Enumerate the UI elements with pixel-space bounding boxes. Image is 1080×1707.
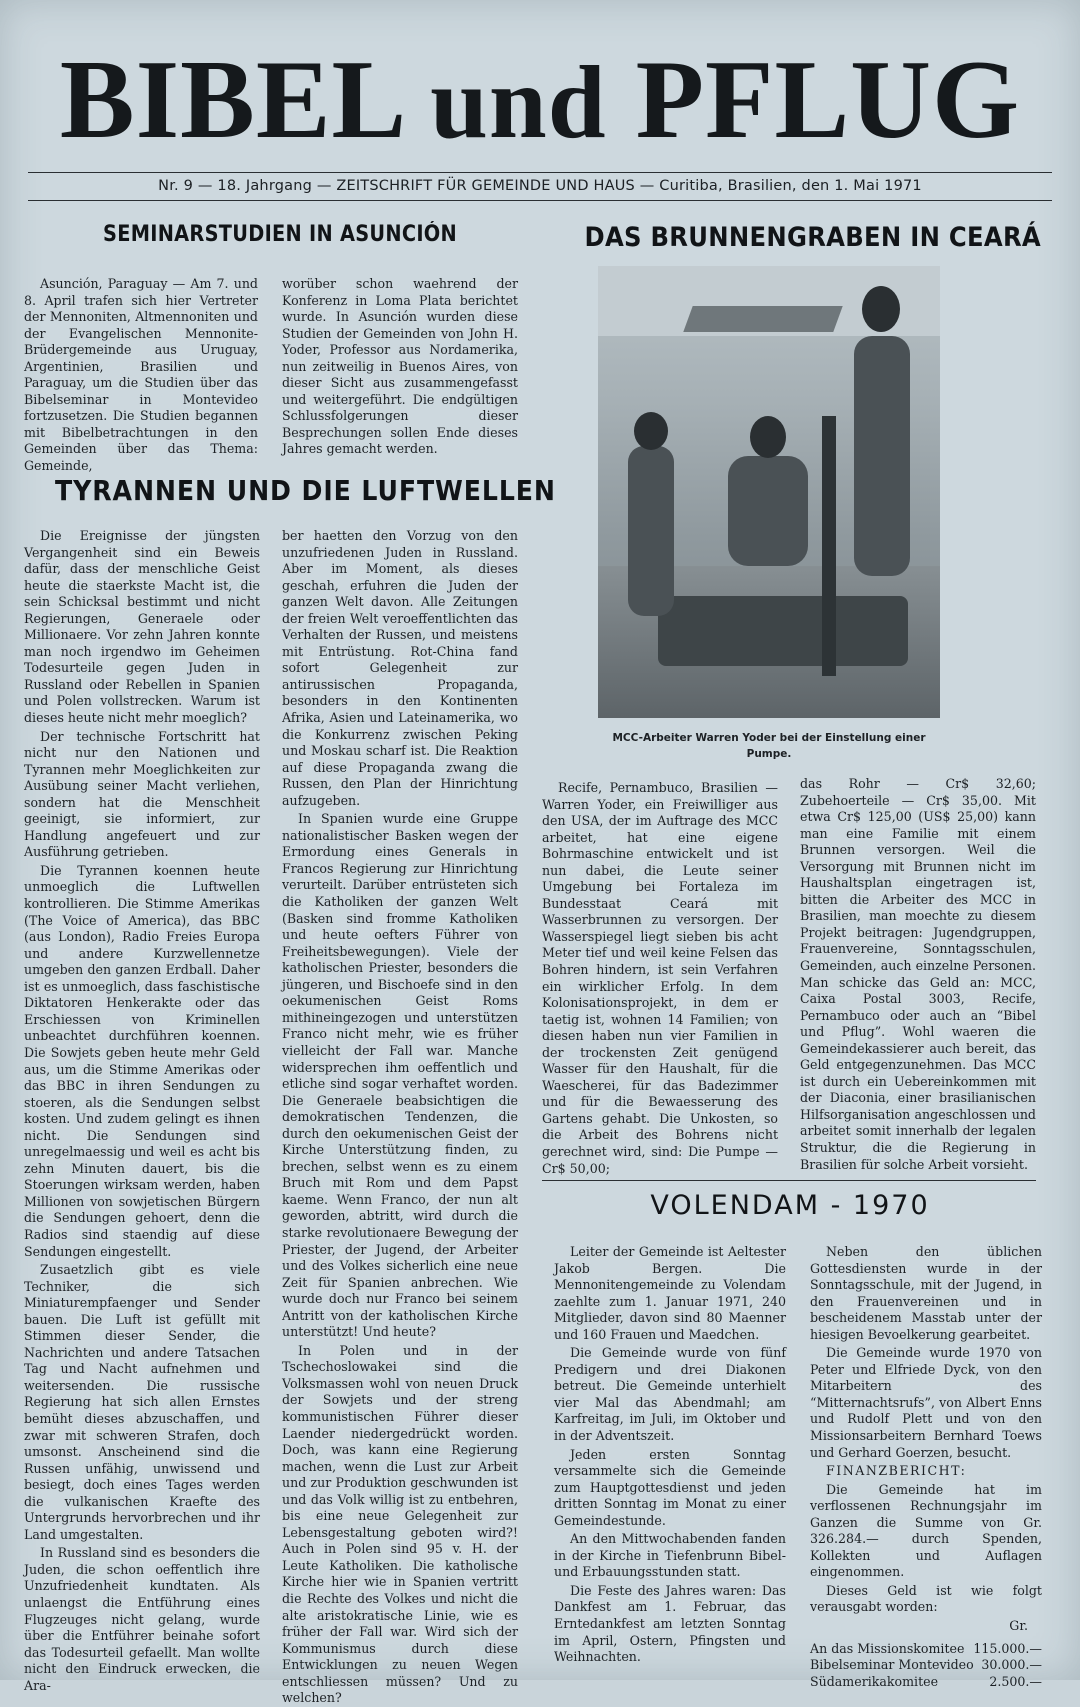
volendam-paragraph: Jeden ersten Sonntag versammelte sich die Gemeinde zum Hauptgottesdienst und jeden dritten Sonntag im Monat zu einer Gemeindestunde. — [554, 1446, 786, 1528]
finanz-row — [810, 1641, 1042, 1658]
photo-caption: MCC-Arbeiter Warren Yoder bei der Einstellung einer Pumpe. — [612, 732, 926, 760]
photo-well-pit — [658, 596, 908, 666]
tyrannen-column-1 — [24, 528, 260, 1693]
seminar-column-2 — [282, 276, 518, 462]
masthead-word-und: und — [430, 45, 607, 160]
tyrannen-paragraph: In Russland sind es besonders die Juden, die schon oeffentlich ihre Unzufriedenheit kundtaten. Als unlaengst die Entführung eines Flugzeuges nicht gelang, wurde über die Entführer beinahe sofort das Todesurteil gefaellt. Man wollte nicht den Eindruck erwecken, die Ara- — [24, 1545, 260, 1693]
tyrannen-paragraph: Die Tyrannen koennen heute unmoeglich die Luftwellen kontrollieren. Die Stimme Amerikas (The Voice of America), das BBC (aus London), Radio Freies Europa und andere Kurzwellennetze umgeben den ganzen Erdball. Daher ist es unmoeglich, dass faschistische Diktatoren Henkerakte oder das Erschiessen von Kriminellen unbeachtet durchführen koennen. Die Sowjets geben heute mehr Geld aus, um die Stimme Amerikas oder das BBC in ihren Sendungen zu stoeren, als die Sendungen selbst kosten. Und zudem gelingt es ihnen nicht. Die Sendungen sind unregelmaessig und weil es acht bis zehn Minuten dauert, bis die Stoerungen wirksam werden, haben Millionen von sowjetischen Bürgern die Sendungen gehoert, denn die Radios sind staendig auf diese Sendungen eingestellt. — [24, 862, 260, 1259]
tyrannen-column-2 — [282, 528, 518, 1706]
photo-child — [628, 446, 674, 616]
volendam-paragraph: Leiter der Gemeinde ist Aeltester Jakob Bergen. Die Mennonitengemeinde zu Volendam zaehlte zum 1. Januar 1971, 240 Mitglieder, davon sind 80 Maenner und 160 Frauen und Maedchen. — [554, 1244, 786, 1342]
finanz-row — [810, 1657, 1042, 1674]
issue-info-line: Nr. 9 — 18. Jahrgang — ZEITSCHRIFT FÜR GEMEINDE UND HAUS — Curitiba, Brasilien, den 1. Mai 1971 — [158, 178, 922, 194]
volendam-paragraph: Die Feste des Jahres waren: Das Dankfest am 1. Februar, das Erntedankfest am letzten Sonntag im April, Ostern, Pfingsten und Weihnachten. — [554, 1582, 786, 1665]
finanz-paragraph: Dieses Geld ist wie folgt verausgabt worden: — [810, 1582, 1042, 1615]
brunnen-paragraph: Recife, Pernambuco, Brasilien — Warren Yoder, ein Freiwilliger aus den USA, der im Auftrage des MCC arbeitet, hat eine eigene Bohrmaschine entwickelt und ist nun dabei, die Leute seiner Umgebung bei Fortaleza im Bundesstaat Ceará mit Wasserbrunnen zu versorgen. Der Wasserspiegel liegt sieben bis acht Meter tief und weil keine Felsen das Bohren hindern, ist sein Verfahren ein wirklicher Erfolg. In dem Kolonisationsprojekt, in dem er taetig ist, wohnen 14 Familien; von diesen haben nun vier Familien in der trockensten Zeit genügend Wasser für den Haushalt, für die Waescherei, für das Badezimmer und für die Bewaesserung des Gartens gehabt. Die Unkosten, so die Arbeit des Bohrens nicht gerechnet wird, sind: Die Pumpe — Cr$ 50,00; — [542, 780, 778, 1176]
brunnen-headline: DAS BRUNNENGRABEN IN CEARÁ — [584, 222, 1042, 253]
brunnen-column-1 — [542, 780, 778, 1180]
photo-pump-pipe — [822, 416, 836, 676]
tyrannen-paragraph: In Spanien wurde eine Gruppe nationalistischer Basken wegen der Ermordung eines Generals in Francos Regierung zur Hinrichtung verurteilt. Darüber entrüsteten sich die Katholiken der ganzen Welt (Basken sind fromme Katholiken und heute oefters Führer von Freiheitsbewegungen). Viele der katholischen Priester, besonders die jüngeren, und Bischoefe sind in den oekumenischen Geist Roms mithineingezogen und unterstützen Franco nicht mehr, wie es früher vielleicht der Fall war. Manche widersprechen ihm oeffentlich und etliche sind sogar verhaftet worden. Die Generaele beabsichtigen die demokratischen Tendenzen, die durch den oekumenischen Geist der Kirche Unterstützung finden, zu brechen, selbst wenn es zu einem Bruch mit Rom und dem Papst kaeme. Wenn Franco, der nun alt geworden, abtritt, wird durch die starke revolutionaere Bewegung der Priester, der Jugend, der Arbeiter und des Volkes sicherlich eine neue Zeit für Spanien anbrechen. Wie wurde doch nur Franco bei seinem Antritt von der katholischen Kirche unterstützt! Und heute? — [282, 811, 518, 1340]
brunnen-column-2 — [800, 776, 1036, 1180]
finanz-row-label: Bibelseminar Montevideo — [810, 1657, 974, 1673]
seminar-column-1 — [24, 276, 258, 474]
finanz-paragraph: Die Gemeinde hat im verflossenen Rechnungsjahr im Ganzen die Summe von Gr. 326.284.— durch Spenden, Kollekten und Auflagen eingenommen. — [810, 1481, 1042, 1580]
tyrannen-paragraph: In Polen und in der Tschechoslowakei sind die Volksmassen wohl von neuen Druck der Sowjets und der streng kommunistischen Führer dieser Laender niedergedrückt worden. Doch, was kann eine Regierung machen, wenn die Lust zur Arbeit und zur Produktion geschwunden ist und das Volk willig ist zu entbehren, bis eine neue Gelegenheit zur Lebensgestaltung geboten wird?! Auch in Polen sind 95 v. H. der Leute Katholiken. Die katholische Kirche hier wie in Spanien vertritt die Rechte des Volkes und nicht die alte aristokratische Linie, wie es früher der Fall war. Wird sich der Kommunismus durch diese Entwicklungen zu neuen Wegen entschliessen müssen? Und zu welchen? — [282, 1342, 518, 1706]
tyrannen-paragraph: Die Ereignisse der jüngsten Vergangenheit sind ein Beweis dafür, dass der menschliche Geist heute die staerkste Macht ist, die sein Schicksal bestimmt und nicht Regierungen, Generaele oder Millionaere. Vor zehn Jahren konnte man noch irgendwo im Geheimen Todesurteile gegen Juden in Russland oder Rebellen in Spanien und Polen vollstrecken. Warum ist dieses heute nicht mehr moeglich? — [24, 528, 260, 726]
masthead-word-pflug: PFLUG — [635, 38, 1021, 162]
currency-label: Gr. — [1009, 1618, 1028, 1634]
tyrannen-paragraph: Der technische Fortschritt hat nicht nur den Nationen und Tyrannen mehr Moeglichkeiten zur Ausübung seiner Macht verliehen, sondern hat die Menschheit geeinigt, sie informiert, zur Handlung angefeuert und zur Ausführung getrieben. — [24, 728, 260, 860]
volendam-paragraph: Neben den üblichen Gottesdiensten wurde in der Sonntagsschule, mit der Jugend, in den Frauenvereinen und in bescheidenem Masstab unter der hiesigen Bevoelkerung gearbeitet. — [810, 1244, 1042, 1342]
finanz-row-label: An das Missionskomitee — [810, 1640, 965, 1656]
volendam-paragraph: Die Gemeinde wurde 1970 von Peter und Elfriede Dyck, von den Mitarbeitern des “Mitternachtsrufs”, von Albert Enns und Rudolf Plett und von den Missionsarbeitern Bernhard Toews und Gerhard Goerzen, besucht. — [810, 1345, 1042, 1460]
seminar-paragraph: Asunción, Paraguay — Am 7. und 8. April trafen sich hier Vertreter der Mennoniten, Altmennoniten und der Evangelischen Mennonite-Brüdergemeinde aus Uruguay, Argentinien, Brasilien und Paraguay, um die Studien über das Bibelseminar in Montevideo fortzusetzen. Die Studien begannen mit Bibelbetrachtungen in den Gemeinden über das Thema: Gemeinde, — [24, 276, 258, 474]
well-photo — [598, 266, 940, 718]
photo-man-standing-head — [862, 286, 900, 332]
finanz-row-amount: 115.000.— — [973, 1640, 1042, 1656]
finanz-table — [810, 1641, 1042, 1691]
finanz-row-label: Südamerikakomitee — [810, 1673, 939, 1689]
volendam-column-1 — [554, 1244, 786, 1674]
section-divider — [542, 1180, 1036, 1181]
masthead-rule-top — [28, 172, 1052, 173]
seminar-paragraph: worüber schon waehrend der Konferenz in Loma Plata berichtet wurde. In Asunción wurden diese Studien der Gemeinden von John H. Yoder, Professor aus Nordamerika, nun zeitweilig in Buenos Aires, von dieser Sicht aus zusammengefasst und weitergeführt. Die endgültigen Schlussfolgerungen dieser Besprechungen sollen Ende dieses Jahres gemacht werden. — [282, 276, 518, 457]
finanz-row-amount: 2.500.— — [989, 1673, 1042, 1689]
finanz-row — [810, 1674, 1042, 1691]
seminar-headline: SEMINARSTUDIEN IN ASUNCIÓN — [103, 222, 457, 247]
volendam-paragraph: Die Gemeinde wurde von fünf Predigern und drei Diakonen betreut. Die Gemeinde unterhielt vier Mal das Abendmahl; am Karfreitag, im Juli, im Oktober und in der Adventszeit. — [554, 1345, 786, 1444]
tyrannen-headline: TYRANNEN UND DIE LUFTWELLEN — [55, 474, 556, 507]
finanz-heading: FINANZBERICHT: — [826, 1463, 967, 1479]
tyrannen-paragraph: ber haetten den Vorzug von den unzufriedenen Juden in Russland. Aber im Moment, als dieses geschah, erfuhren die Juden der ganzen Welt davon. Alle Zeitungen der freien Welt veroeffentlichten das Verhalten der Russen, und meistens mit Entrüstung. Rot-China fand sofort Gelegenheit zur antirussischen Propaganda, besonders in den Kontinenten Afrika, Asien und Lateinamerika, wo die Konkurrenz zwischen Peking und Moskau scharf ist. Die Reaktion auf diese Propaganda zwang die Russen, den Plan der Hinrichtung aufzugeben. — [282, 528, 518, 808]
masthead-word-bibel: BIBEL — [59, 38, 402, 162]
photo-child-head — [634, 412, 668, 450]
volendam-paragraph: An den Mittwochabenden fanden in der Kirche in Tiefenbrunn Bibel- und Erbauungsstunden statt. — [554, 1531, 786, 1580]
photo-man-kneeling — [728, 456, 808, 566]
tyrannen-paragraph: Zusaetzlich gibt es viele Techniker, die sich Miniaturempfaenger und Sender bauen. Die Luft ist gefüllt mit Stimmen dieser Sender, die Nachrichten und andere Tatsachen Tag und Nacht aufnehmen und weitersenden. Die russische Regierung hat sich allen Ernstes bemüht dieses abzuschaffen, und zwar mit schweren Strafen, doch umsonst. Anscheinend sind die Russen unfähig, unwissend und besiegt, doch eines Tages werden die vulkanischen Kraefte des Untergrunds hervorbrechen und ihr Land umgestalten. — [24, 1262, 260, 1542]
masthead-title — [0, 40, 1080, 163]
photo-man-kneeling-head — [750, 416, 786, 458]
photo-man-standing — [854, 336, 910, 576]
volendam-headline: VOLENDAM - 1970 — [650, 1190, 930, 1221]
volendam-column-2 — [810, 1244, 1042, 1689]
photo-roof — [683, 306, 842, 332]
finanz-row-amount: 30.000.— — [981, 1657, 1042, 1673]
masthead-rule-bottom — [28, 200, 1052, 201]
brunnen-paragraph: das Rohr — Cr$ 32,60; Zubehoerteile — Cr$ 35,00. Mit etwa Cr$ 125,00 (US$ 25,00) kann man eine Familie mit einem Brunnen versorgen. Weil die Versorgung mit Brunnen nicht im Haushaltsplan eingetragen ist, bitten die Arbeiter des MCC in Brasilien, man moechte zu diesem Projekt beitragen: Jugendgruppen, Frauenvereine, Sonntagsschulen, Gemeinden, auch einzelne Personen. Man schicke das Geld an: MCC, Caixa Postal 3003, Recife, Pernambuco oder auch an “Bibel und Pflug”. Wohl waeren die Gemeindekassierer auch bereit, das Geld entgegenzunehmen. Das MCC ist durch ein Uebereinkommen mit der Diaconia, einer brasilianischen Hilfsorganisation angeschlossen und arbeitet somit innerhalb der legalen Struktur, die die Regierung in Brasilien für solche Arbeit vorsieht. — [800, 776, 1036, 1172]
